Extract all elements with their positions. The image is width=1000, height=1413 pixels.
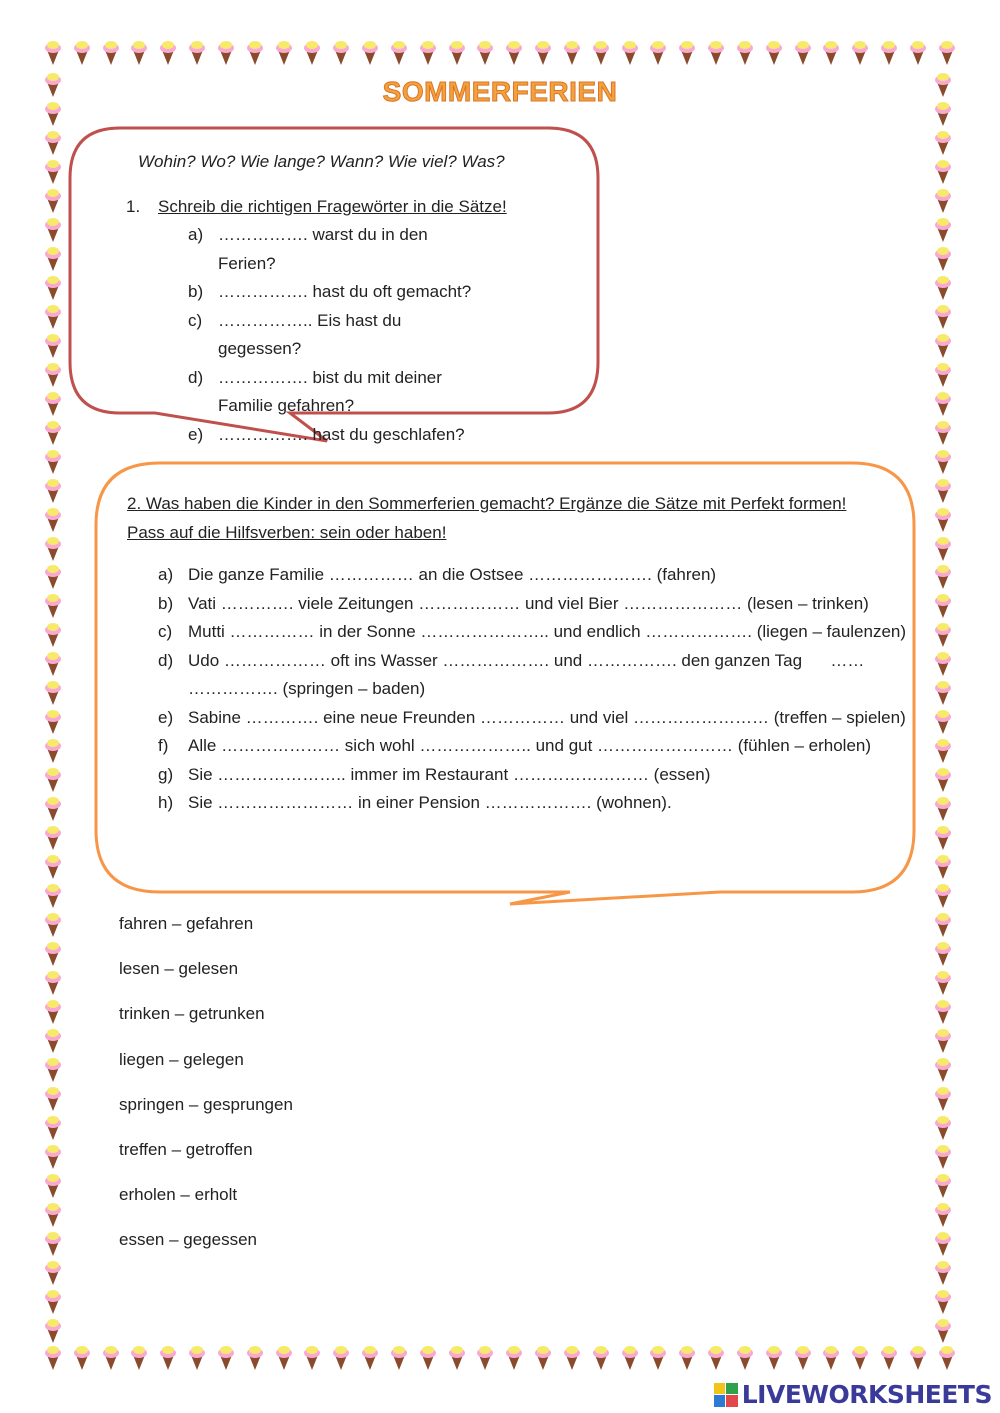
item-letter: b) <box>188 282 204 301</box>
item-letter: a) <box>188 225 204 244</box>
exercise-item <box>158 561 914 590</box>
item-letter: c) <box>158 622 173 641</box>
page-title: SOMMERFERIEN <box>382 76 618 107</box>
exercise-1-items <box>188 221 488 449</box>
logo-text: LIVEWORKSHEETS <box>741 1380 992 1409</box>
verb-pair: trinken – getrunken <box>119 1004 265 1024</box>
item-text: Sie ………………….. immer im Restaurant …………………… (essen) <box>188 764 711 784</box>
item-text: Vati …………. viele Zeitungen ……………… und viel Bier ………………… (lesen – trinken) <box>188 593 869 613</box>
item-letter: h) <box>158 793 174 812</box>
exercise-item <box>158 590 914 619</box>
exercise-item <box>158 704 914 733</box>
verb-pair: fahren – gefahren <box>119 914 254 933</box>
verb-pair: lesen – gelesen <box>119 959 239 979</box>
item-text: ……………. hast du geschlafen? <box>218 424 465 444</box>
item-letter: a) <box>158 565 174 584</box>
item-letter: g) <box>158 764 174 784</box>
item-letter: d) <box>158 650 174 670</box>
item-letter: e) <box>188 424 204 444</box>
verb-pair: treffen – getroffen <box>119 1139 253 1159</box>
task-number: 1. <box>126 196 141 216</box>
item-letter: b) <box>158 593 174 613</box>
exercise-item <box>188 364 488 421</box>
liveworksheets-logo <box>714 1380 992 1409</box>
exercise-item <box>188 278 488 307</box>
exercise-item <box>158 647 914 704</box>
exercise-item <box>158 789 914 818</box>
verb-pair: springen – gesprungen <box>119 1094 293 1114</box>
exercise-item <box>188 421 488 450</box>
exercise-item <box>188 307 488 364</box>
task-instruction: Schreib die richtigen Fragewörter in die Sätze! <box>158 196 507 216</box>
item-text: Sie …………………… in einer Pension ………………. (wohnen). <box>188 793 672 812</box>
item-text: Die ganze Familie …………… an die Ostsee …………………. (fahren) <box>188 565 717 584</box>
item-text: …………….. Eis hast du gegessen? <box>218 310 402 358</box>
verb-pair: essen – gegessen <box>119 1230 257 1250</box>
item-letter: f) <box>158 736 169 755</box>
verb-pair: erholen – erholt <box>119 1185 238 1205</box>
item-letter: e) <box>158 707 174 727</box>
item-text: ……………. hast du oft gemacht? <box>218 282 472 301</box>
question-words: Wohin? Wo? Wie lange? Wann? Wie viel? Was? <box>138 152 505 171</box>
exercise-2-items <box>158 561 914 818</box>
exercise-item <box>158 732 914 761</box>
item-letter: c) <box>188 310 203 330</box>
item-text: Mutti …………… in der Sonne ………………….. und endlich ………………. (liegen – faulenzen) <box>188 622 907 641</box>
item-text: Udo ……………… oft ins Wasser ………………. und ……………. den ganzen Tag …… ……………. (springen – baden) <box>188 650 865 698</box>
verb-list <box>119 910 293 1272</box>
exercise-item <box>188 221 488 278</box>
item-text: Sabine …………. eine neue Freunden …………… und viel …………………… (treffen – spielen) <box>188 707 906 727</box>
exercise-1 <box>70 130 595 449</box>
logo-icon <box>714 1383 738 1407</box>
exercise-2-instruction: 2. Was haben die Kinder in den Sommerferien gemacht? Ergänze die Sätze mit Perfekt formen! Pass auf die Hilfsverben: sein oder haben! <box>127 494 847 542</box>
exercise-2 <box>96 466 914 866</box>
item-letter: d) <box>188 367 204 387</box>
exercise-1-task <box>126 193 595 222</box>
item-text: ……………. warst du in den Ferien? <box>218 225 428 273</box>
exercise-item <box>158 761 914 790</box>
item-text: ……………. bist du mit deiner Familie gefahren? <box>218 367 442 415</box>
exercise-item <box>158 618 914 647</box>
verb-pair: liegen – gelegen <box>119 1049 244 1069</box>
item-text: Alle ………………… sich wohl ……………….. und gut …………………… (fühlen – erholen) <box>188 736 872 755</box>
